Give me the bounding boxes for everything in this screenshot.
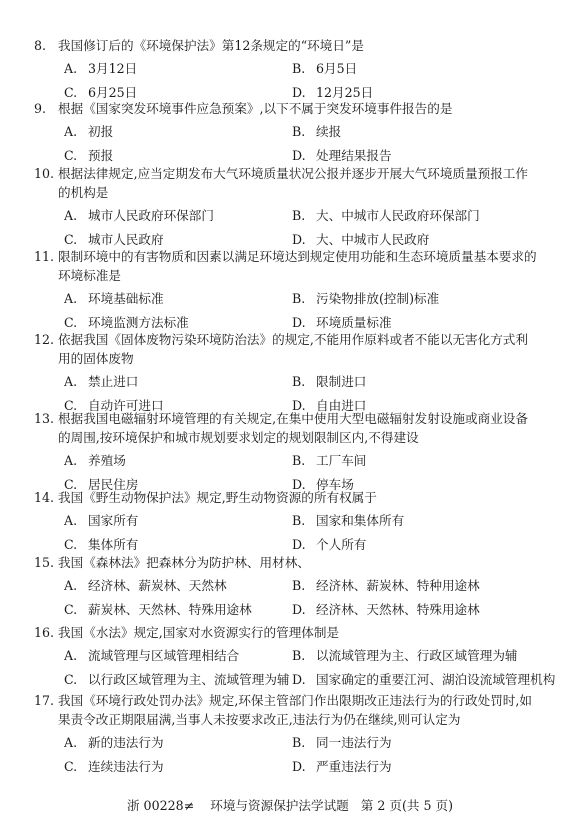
option-text: 经济林、天然林、特殊用途林 <box>316 602 480 617</box>
question-text: 的周围,按环境保护和城市规划要求划定的规划限制区内,不得建设 <box>58 430 419 445</box>
question-text: 我国《水法》规定,国家对水资源实行的管理体制是 <box>58 625 340 640</box>
footer-code: 浙 00228≠ <box>126 798 195 813</box>
answer-option <box>64 122 292 141</box>
question-block <box>34 36 554 102</box>
question-number <box>34 349 58 368</box>
option-letter: B. <box>292 513 306 528</box>
question-block <box>34 330 554 415</box>
answer-option <box>292 122 552 141</box>
option-text: 经济林、薪炭林、天然林 <box>88 578 227 593</box>
answer-option <box>64 576 292 595</box>
question-text: 限制环境中的有害物质和因素以满足环境达到规定使用功能和生态环境质量基本要求的 <box>58 249 537 264</box>
option-text: 同一违法行为 <box>316 735 392 750</box>
option-text: 大、中城市人民政府 <box>316 232 430 247</box>
footer-page: 第 2 页(共 5 页) <box>360 798 454 813</box>
question-block <box>34 247 554 332</box>
question-number: 10. <box>34 166 55 181</box>
option-text: 城市人民政府环保部门 <box>88 208 214 223</box>
answer-option <box>64 600 292 619</box>
option-text: 流域管理与区域管理相结合 <box>88 648 240 663</box>
option-letter: D. <box>292 672 306 687</box>
question-number: 13. <box>34 411 55 426</box>
option-text: 6月25日 <box>88 85 138 100</box>
option-text: 停车场 <box>316 477 354 492</box>
option-letter: A. <box>64 291 78 306</box>
answer-option <box>292 600 552 619</box>
option-letter: A. <box>64 374 78 389</box>
answer-option <box>64 206 292 225</box>
question-text: 我国修订后的《环境保护法》第12条规定的“环境日”是 <box>58 38 364 53</box>
option-letter: C. <box>64 85 78 100</box>
option-letter: D. <box>292 537 306 552</box>
question-block <box>34 553 554 619</box>
option-letter: B. <box>292 453 306 468</box>
option-text: 大、中城市人民政府环保部门 <box>316 208 480 223</box>
option-text: 工厂车间 <box>316 453 367 468</box>
option-letter: A. <box>64 513 78 528</box>
option-letter: B. <box>292 291 306 306</box>
answer-option <box>292 146 552 165</box>
option-text: 养殖场 <box>88 453 126 468</box>
answer-options <box>64 511 554 554</box>
option-letter: C. <box>64 148 78 163</box>
question-text: 我国《野生动物保护法》规定,野生动物资源的所有权属于 <box>58 490 377 505</box>
option-letter: B. <box>292 124 306 139</box>
option-text: 国家确定的重要江河、湖泊设流域管理机构 <box>316 672 556 687</box>
footer-course: 环境与资源保护法学试题 <box>210 798 349 813</box>
option-letter: D. <box>292 759 306 774</box>
answer-option <box>64 451 292 470</box>
option-text: 污染物排放(控制)标准 <box>316 291 440 306</box>
answer-option <box>64 757 292 776</box>
option-letter: D. <box>292 232 306 247</box>
option-letter: A. <box>64 735 78 750</box>
option-letter: C. <box>64 232 78 247</box>
question-text: 用的固体废物 <box>58 351 134 366</box>
option-text: 薪炭林、天然林、特殊用途林 <box>88 602 252 617</box>
answer-option <box>292 289 552 308</box>
option-letter: A. <box>64 61 78 76</box>
option-text: 环境监测方法标准 <box>88 315 189 330</box>
option-text: 预报 <box>88 148 114 163</box>
option-text: 城市人民政府 <box>88 232 164 247</box>
answer-option <box>64 59 292 78</box>
option-text: 集体所有 <box>88 537 139 552</box>
question-number: 16. <box>34 625 55 640</box>
question-block <box>34 623 554 689</box>
option-text: 以行政区域管理为主、流域管理为辅 <box>88 672 290 687</box>
option-text: 禁止进口 <box>88 374 139 389</box>
answer-option <box>64 289 292 308</box>
answer-options <box>64 576 554 619</box>
option-text: 环境质量标准 <box>316 315 392 330</box>
option-letter: C. <box>64 315 78 330</box>
option-text: 连续违法行为 <box>88 759 164 774</box>
answer-option <box>64 146 292 165</box>
answer-option <box>292 670 556 689</box>
answer-option <box>292 372 552 391</box>
option-letter: A. <box>64 208 78 223</box>
option-letter: C. <box>64 477 78 492</box>
question-text: 的机构是 <box>58 185 109 200</box>
question-block <box>34 691 554 776</box>
option-letter: B. <box>292 578 306 593</box>
question-number: 9. <box>34 101 47 116</box>
answer-option <box>292 59 552 78</box>
option-text: 国家和集体所有 <box>316 513 405 528</box>
option-text: 3月12日 <box>88 61 138 76</box>
option-letter: D. <box>292 477 306 492</box>
answer-option <box>64 372 292 391</box>
answer-option <box>64 646 292 665</box>
answer-option <box>64 733 292 752</box>
question-number <box>34 428 58 447</box>
option-text: 处理结果报告 <box>316 148 392 163</box>
question-text: 根据我国电磁辐射环境管理的有关规定,在集中使用大型电磁辐射发射设施或商业设备 <box>58 411 528 426</box>
question-block <box>34 164 554 249</box>
answer-options <box>64 733 554 776</box>
question-text: 依据我国《固体废物污染环境防治法》的规定,不能用作原料或者不能以无害化方式利 <box>58 332 528 347</box>
answer-options <box>64 59 554 102</box>
option-text: 12月25日 <box>316 85 374 100</box>
option-letter: A. <box>64 648 78 663</box>
option-text: 经济林、薪炭林、特种用途林 <box>316 578 480 593</box>
question-block <box>34 99 554 165</box>
option-text: 自由进口 <box>316 398 367 413</box>
option-letter: C. <box>64 602 78 617</box>
answer-option <box>64 670 292 689</box>
question-number: 14. <box>34 490 55 505</box>
option-letter: A. <box>64 453 78 468</box>
option-letter: B. <box>292 208 306 223</box>
question-number <box>34 266 58 285</box>
option-letter: C. <box>64 672 78 687</box>
question-block <box>34 409 554 494</box>
option-letter: C. <box>64 537 78 552</box>
page-footer <box>0 795 580 814</box>
question-text: 我国《森林法》把森林分为防护林、用材林、 <box>58 555 310 570</box>
answer-options <box>64 646 554 689</box>
answer-option <box>292 451 552 470</box>
option-letter: D. <box>292 398 306 413</box>
option-letter: A. <box>64 124 78 139</box>
option-letter: B. <box>292 648 306 663</box>
answer-options <box>64 122 554 165</box>
question-number: 15. <box>34 555 55 570</box>
answer-option <box>292 206 552 225</box>
answer-option <box>292 511 552 530</box>
answer-option <box>292 757 552 776</box>
option-letter: D. <box>292 148 306 163</box>
option-letter: B. <box>292 374 306 389</box>
question-number <box>34 183 58 202</box>
question-number: 8. <box>34 38 47 53</box>
option-text: 居民住房 <box>88 477 139 492</box>
option-text: 初报 <box>88 124 114 139</box>
option-letter: A. <box>64 578 78 593</box>
question-number <box>34 710 58 729</box>
option-text: 以流域管理为主、行政区域管理为辅 <box>316 648 518 663</box>
option-letter: B. <box>292 735 306 750</box>
question-block <box>34 488 554 554</box>
option-text: 严重违法行为 <box>316 759 392 774</box>
option-text: 自动许可进口 <box>88 398 164 413</box>
option-text: 续报 <box>316 124 342 139</box>
option-text: 6月5日 <box>316 61 358 76</box>
question-number: 17. <box>34 693 55 708</box>
question-text: 根据法律规定,应当定期发布大气环境质量状况公报并逐步开展大气环境质量预报工作 <box>58 166 528 181</box>
answer-options <box>64 289 554 332</box>
question-text: 根据《国家突发环境事件应急预案》,以下不属于突发环境事件报告的是 <box>58 101 453 116</box>
option-letter: D. <box>292 85 306 100</box>
option-text: 新的违法行为 <box>88 735 164 750</box>
question-number: 11. <box>34 249 55 264</box>
question-text: 我国《环境行政处罚办法》规定,环保主管部门作出限期改正违法行为的行政处罚时,如 <box>58 693 532 708</box>
option-text: 国家所有 <box>88 513 139 528</box>
answer-option <box>292 733 552 752</box>
option-letter: C. <box>64 759 78 774</box>
option-letter: C. <box>64 398 78 413</box>
option-text: 个人所有 <box>316 537 367 552</box>
option-letter: D. <box>292 602 306 617</box>
option-text: 环境基础标准 <box>88 291 164 306</box>
question-text: 环境标准是 <box>58 268 121 283</box>
answer-option <box>292 535 552 554</box>
answer-option <box>64 535 292 554</box>
question-number: 12. <box>34 332 55 347</box>
answer-option <box>64 511 292 530</box>
question-text: 果责令改正期限届满,当事人未按要求改正,违法行为仍在继续,则可认定为 <box>58 712 461 727</box>
option-letter: D. <box>292 315 306 330</box>
answer-option <box>292 646 552 665</box>
answer-option <box>292 576 552 595</box>
option-letter: B. <box>292 61 306 76</box>
answer-options <box>64 206 554 249</box>
option-text: 限制进口 <box>316 374 367 389</box>
